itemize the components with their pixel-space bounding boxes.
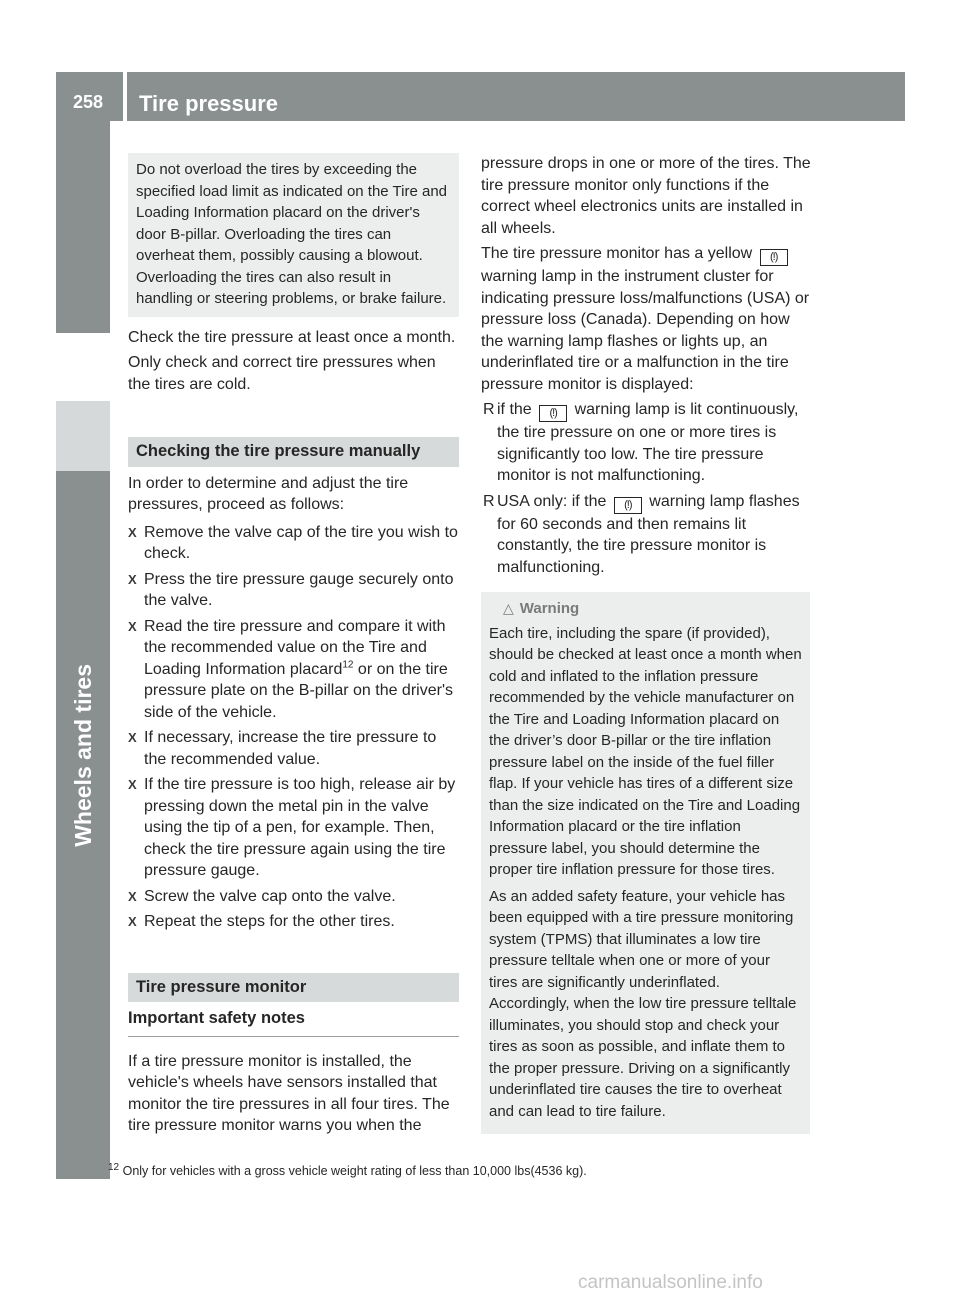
step-marker-icon: X: [128, 777, 137, 792]
step-item: [128, 886, 459, 908]
left-column: [128, 153, 459, 1141]
footnote-number: 12: [108, 1161, 120, 1173]
notice-text: Do not overload the tires by exceeding the specified load limit as indicated on the Tire and Loading Information placard on the driver's door B-pillar. Overloading the tires can overheat them, possibly causing a blowout. Overloading the tires can also result in handling or steering problems, or brake failure.: [136, 161, 448, 307]
side-tab-label: Wheels and tires: [70, 664, 96, 847]
step-marker-icon: X: [128, 914, 137, 929]
step-text: or on the tire pressure plate on the B-pillar on the driver's side of the vehicle.: [144, 660, 453, 721]
footnote: [108, 1163, 828, 1179]
section-heading: Checking the tire pressure manually: [128, 437, 459, 467]
watermark: carmanualsonline.info: [578, 1272, 763, 1293]
bullet-marker-icon: R: [483, 401, 495, 418]
subsection-heading: Important safety notes: [128, 1008, 459, 1037]
paragraph: pressure drops in one or more of the tires. The tire pressure monitor only functions if the correct wheel electronics units are installed in all wheels.: [481, 155, 811, 237]
step-item: [128, 911, 459, 933]
paragraph-text: warning lamp in the instrument cluster for indicating pressure loss/malfunctions (USA) or pressure loss (Canada). Depending on how the warning lamp flashes or lights up, an underinflated tire or a malfunction in the tire pressure monitor is displayed:: [481, 268, 810, 393]
step-item: [128, 727, 459, 770]
step-marker-icon: X: [128, 524, 137, 540]
warning-triangle-icon: △: [503, 600, 514, 616]
page-title: Tire pressure: [139, 91, 279, 116]
bullet-text: if the: [497, 401, 532, 418]
tire-pressure-warning-icon: (!): [614, 497, 642, 514]
tire-pressure-warning-icon: (!): [760, 249, 788, 266]
tire-pressure-warning-icon: (!): [539, 405, 567, 422]
step-text: Remove the valve cap of the tire you wish to check.: [144, 523, 458, 562]
warning-heading: [503, 598, 802, 620]
warning-title-text: Warning: [519, 600, 580, 617]
side-tab-gap: [56, 333, 110, 401]
step-text: Press the tire pressure gauge securely onto the valve.: [144, 570, 454, 609]
step-marker-icon: X: [128, 618, 137, 634]
header-divider: [123, 72, 127, 121]
step-text: Repeat the steps for the other tires.: [144, 913, 395, 930]
warning-text: As an added safety feature, your vehicle has been equipped with a tire pressure monitoring system (TPMS) that illuminates a low tire pressure telltale when one or more of your tires are significantly underinflated. Accordingly, when the low tire pressure telltale illuminates, you should stop and check your tires as soon as possible, and inflate them to the proper pressure. Driving on a significantly underinflated tire causes the tire to overheat and can lead to tire failure.: [489, 887, 797, 1120]
section-heading: Tire pressure monitor: [128, 973, 459, 1003]
side-tab-bar: [56, 121, 110, 1179]
bullet-marker-icon: R: [483, 492, 495, 510]
bullet-item: [481, 491, 812, 579]
bullet-text: warning lamp is lit continuously, the tire pressure on one or more tires is significantly too low. The tire pressure monitor is not malfunctioning.: [497, 401, 799, 484]
page-number: 258: [72, 92, 104, 112]
step-item: [128, 522, 459, 565]
footnote-text: Only for vehicles with a gross vehicle weight rating of less than 10,000 lbs(4536 kg).: [119, 1164, 587, 1178]
paragraph: Check the tire pressure at least once a month.: [128, 328, 456, 346]
side-tab-highlight: [56, 401, 110, 471]
footnote-ref[interactable]: 12: [342, 659, 354, 671]
step-text: Read the tire pressure and compare it with the recommended value on the Tire and Loading Information placard: [144, 617, 446, 678]
bullet-text: USA only: if the: [497, 492, 607, 510]
step-marker-icon: X: [128, 888, 137, 904]
step-marker-icon: X: [128, 571, 137, 587]
notice-box: [128, 153, 459, 317]
paragraph-text: The tire pressure monitor has a yellow: [481, 245, 753, 262]
bullet-item: [481, 399, 812, 487]
bullet-text: warning lamp flashes for 60 seconds and then remains lit constantly, the tire pressure monitor is malfunctioning.: [497, 492, 800, 576]
step-text: Screw the valve cap onto the valve.: [144, 887, 396, 905]
warning-box: [481, 592, 810, 1134]
step-marker-icon: X: [128, 730, 137, 745]
paragraph: Only check and correct tire pressures when the tires are cold.: [128, 354, 436, 393]
paragraph: If a tire pressure monitor is installed, the vehicle's wheels have sensors installed that monitor the tire pressures in all four tires. The tire pressure monitor warns you when the: [128, 1052, 450, 1134]
paragraph: In order to determine and adjust the tire pressures, proceed as follows:: [128, 474, 409, 513]
right-column: [481, 153, 812, 1134]
step-item: [128, 774, 459, 882]
step-text: If necessary, increase the tire pressure to the recommended value.: [144, 729, 437, 768]
step-text: If the tire pressure is too high, release air by pressing down the metal pin in the valve using the tip of a pen, for example. Then, check the tire pressure again using the tire pressure gauge.: [144, 776, 456, 879]
step-item: [128, 569, 459, 612]
paragraph: [481, 243, 812, 395]
step-item: [128, 616, 459, 724]
warning-text: Each tire, including the spare (if provided), should be checked at least once a month when cold and inflated to the inflation pressure recommended by the vehicle manufacturer on the Tire and Loading Information placard on the driver’s door B-pillar or the tire inflation pressure label on the inside of the fuel filler flap. If your vehicle has tires of a different size than the size indicated on the Tire and Loading Information placard or the tire inflation pressure label, you should determine the proper tire inflation pressure for those tires.: [489, 624, 802, 878]
